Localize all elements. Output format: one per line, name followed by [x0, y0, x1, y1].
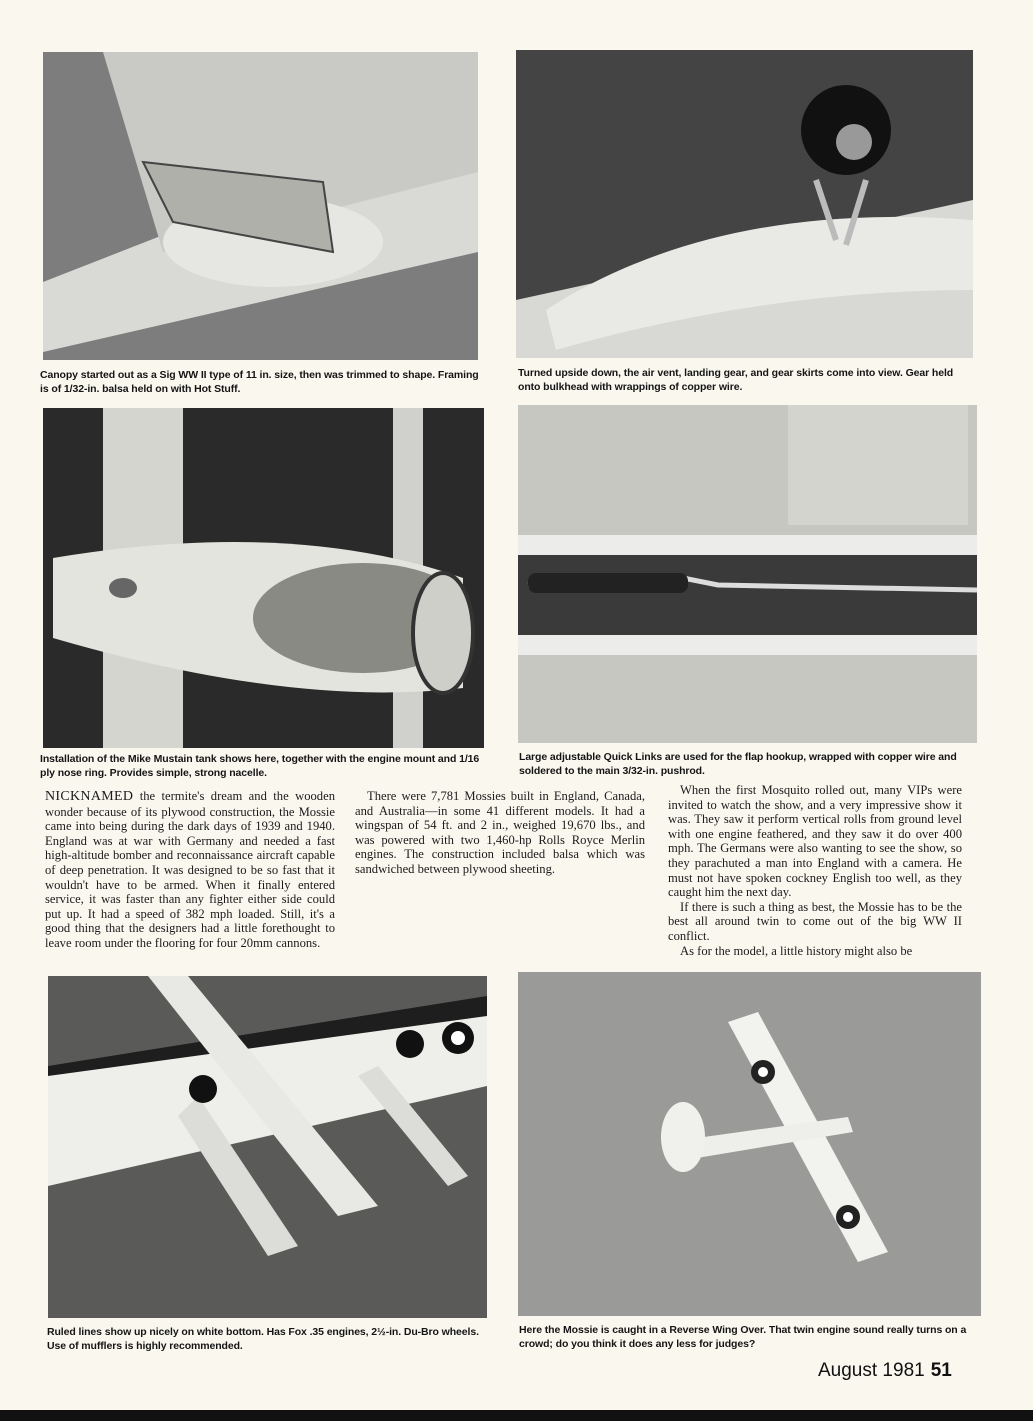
- photo-tank-installation: [43, 408, 484, 748]
- article-column-2: [355, 789, 645, 964]
- photo-canopy: [43, 52, 478, 360]
- article-paragraph: If there is such a thing as best, the Mossie has to be the best all around twin to come out of the big WW II conflict.: [668, 899, 962, 943]
- article-lead-word: NICKNAMED: [45, 789, 134, 804]
- photo-model-in-flight: [518, 972, 981, 1316]
- article-column-1: [45, 789, 335, 969]
- photo-caption: Canopy started out as a Sig WW II type of 11 in. size, then was trimmed to shape. Framing is of 1/32-in. balsa held on with Hot Stuff.: [40, 369, 479, 395]
- photo-caption: Large adjustable Quick Links are used for the flap hookup, wrapped with copper wire and soldered to the main 3/32-in. pushrod.: [519, 751, 957, 777]
- article-paragraph: There were 7,781 Mossies built in England, Canada, and Australia—in some 41 different models. It had a wingspan of 54 ft. and 2 in., weighed 19,670 lbs., and was powered with two 1,460-hp Rolls Royce Merlin engines. The construction included balsa which was sandwiched between plywood sheeting.: [355, 789, 645, 876]
- article-column-3: [668, 783, 962, 963]
- page-number: 51: [930, 1360, 952, 1381]
- photo-caption: Turned upside down, the air vent, landing gear, and gear skirts come into view. Gear held onto bulkhead with wrappings of copper wire.: [518, 367, 954, 393]
- article-paragraph: the termite's dream and the wooden wonder because of its plywood construction, the Mossie came into being during the dark days of 1939 and 1940. England was at war with Germany and needed a fast high-altitude bomber and reconnaissance aircraft capable of deep penetration. It was designed to be so fast that it wouldn't have to be armed. When it finally entered service, it was faster than any fighter either side could put up. It had a speed of 382 mph loaded. Still, it's a good thing that the designers had a little forethought to leave room under the flooring for four 20mm cannons.: [45, 789, 335, 950]
- photo-caption: Ruled lines show up nicely on white bottom. Has Fox .35 engines, 2½-in. Du-Bro wheels. Use of mufflers is highly recommended.: [47, 1326, 479, 1352]
- photo-model-bottom: [48, 976, 487, 1318]
- article-paragraph: As for the model, a little history might also be: [680, 943, 913, 958]
- article-paragraph: When the first Mosquito rolled out, many VIPs were invited to watch the show, and a very impressive show it was. They saw it perform vertical rolls from ground level with one engine feathered, and they saw it do over 400 mph. The Germans were also wanting to see the show, so they parachuted a man into England with a camera. He must not have spoken cockney English too well, as they caught him the next day.: [668, 783, 962, 900]
- photo-landing-gear: [516, 50, 973, 358]
- page-footer: [818, 1360, 952, 1382]
- photo-caption: Installation of the Mike Mustain tank shows here, together with the engine mount and 1/16 ply nose ring. Provides simple, strong nacelle.: [40, 753, 480, 779]
- photo-flap-hookup: [518, 405, 977, 743]
- issue-date: August 1981: [818, 1360, 925, 1381]
- photo-caption: Here the Mossie is caught in a Reverse Wing Over. That twin engine sound really turns on a crowd; do you think it does any less for judges?: [519, 1324, 967, 1350]
